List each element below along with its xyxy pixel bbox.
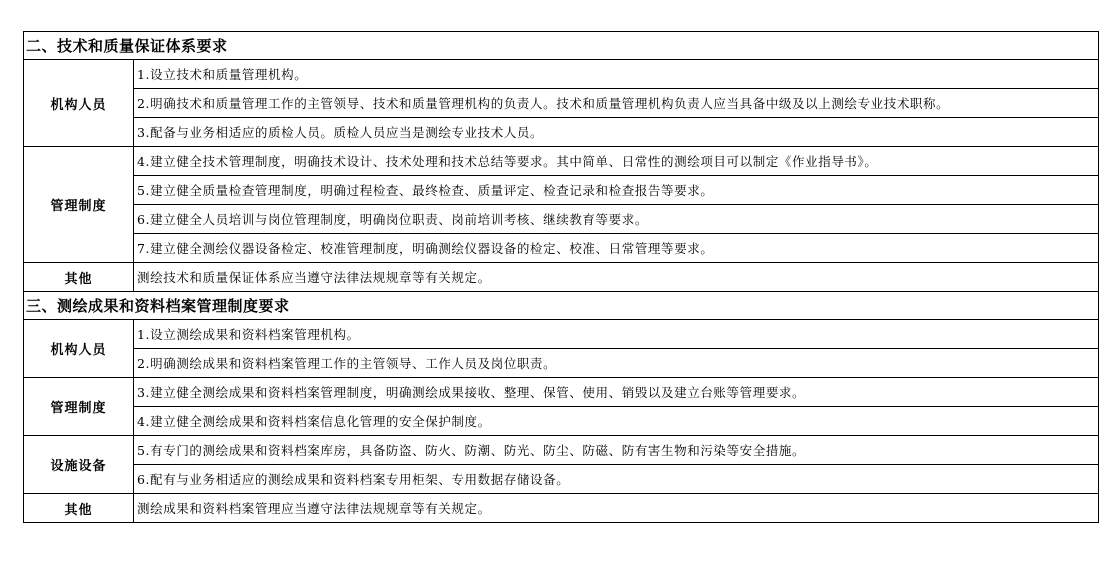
table-row <box>24 234 1099 263</box>
requirement-item: 2.明确测绘成果和资料档案管理工作的主管领导、工作人员及岗位职责。 <box>134 349 1099 378</box>
requirement-item: 测绘技术和质量保证体系应当遵守法律法规规章等有关规定。 <box>134 263 1099 292</box>
table-row <box>24 465 1099 494</box>
section-header-row <box>24 32 1099 60</box>
table-row <box>24 320 1099 349</box>
category-label: 机构人员 <box>24 320 134 378</box>
table-row <box>24 118 1099 147</box>
requirement-item: 7.建立健全测绘仪器设备检定、校准管理制度，明确测绘仪器设备的检定、校准、日常管理等要求。 <box>134 234 1099 263</box>
table-row <box>24 349 1099 378</box>
category-label: 管理制度 <box>24 378 134 436</box>
requirement-item: 3.建立健全测绘成果和资料档案管理制度，明确测绘成果接收、整理、保管、使用、销毁以及建立台账等管理要求。 <box>134 378 1099 407</box>
table-row <box>24 494 1099 523</box>
category-label: 机构人员 <box>24 60 134 147</box>
table-row <box>24 176 1099 205</box>
requirements-table <box>23 31 1099 523</box>
requirement-item: 1.设立测绘成果和资料档案管理机构。 <box>134 320 1099 349</box>
requirement-item: 6.配有与业务相适应的测绘成果和资料档案专用柜架、专用数据存储设备。 <box>134 465 1099 494</box>
requirement-item: 4.建立健全测绘成果和资料档案信息化管理的安全保护制度。 <box>134 407 1099 436</box>
section-header-row <box>24 292 1099 320</box>
table-row <box>24 205 1099 234</box>
category-label: 其他 <box>24 494 134 523</box>
requirement-item: 5.建立健全质量检查管理制度，明确过程检查、最终检查、质量评定、检查记录和检查报告等要求。 <box>134 176 1099 205</box>
requirement-item: 测绘成果和资料档案管理应当遵守法律法规规章等有关规定。 <box>134 494 1099 523</box>
table-row <box>24 89 1099 118</box>
table-row <box>24 436 1099 465</box>
category-label: 其他 <box>24 263 134 292</box>
table-row <box>24 407 1099 436</box>
requirement-item: 4.建立健全技术管理制度，明确技术设计、技术处理和技术总结等要求。其中简单、日常性的测绘项目可以制定《作业指导书》。 <box>134 147 1099 176</box>
section-title: 三、测绘成果和资料档案管理制度要求 <box>24 292 1099 320</box>
table-row <box>24 378 1099 407</box>
table-row <box>24 147 1099 176</box>
requirement-item: 2.明确技术和质量管理工作的主管领导、技术和质量管理机构的负责人。技术和质量管理机构负责人应当具备中级及以上测绘专业技术职称。 <box>134 89 1099 118</box>
requirement-item: 6.建立健全人员培训与岗位管理制度，明确岗位职责、岗前培训考核、继续教育等要求。 <box>134 205 1099 234</box>
requirement-item: 5.有专门的测绘成果和资料档案库房，具备防盗、防火、防潮、防光、防尘、防磁、防有害生物和污染等安全措施。 <box>134 436 1099 465</box>
table-row <box>24 60 1099 89</box>
requirement-item: 3.配备与业务相适应的质检人员。质检人员应当是测绘专业技术人员。 <box>134 118 1099 147</box>
section-title: 二、技术和质量保证体系要求 <box>24 32 1099 60</box>
category-label: 设施设备 <box>24 436 134 494</box>
requirement-item: 1.设立技术和质量管理机构。 <box>134 60 1099 89</box>
table-row <box>24 263 1099 292</box>
category-label: 管理制度 <box>24 147 134 263</box>
